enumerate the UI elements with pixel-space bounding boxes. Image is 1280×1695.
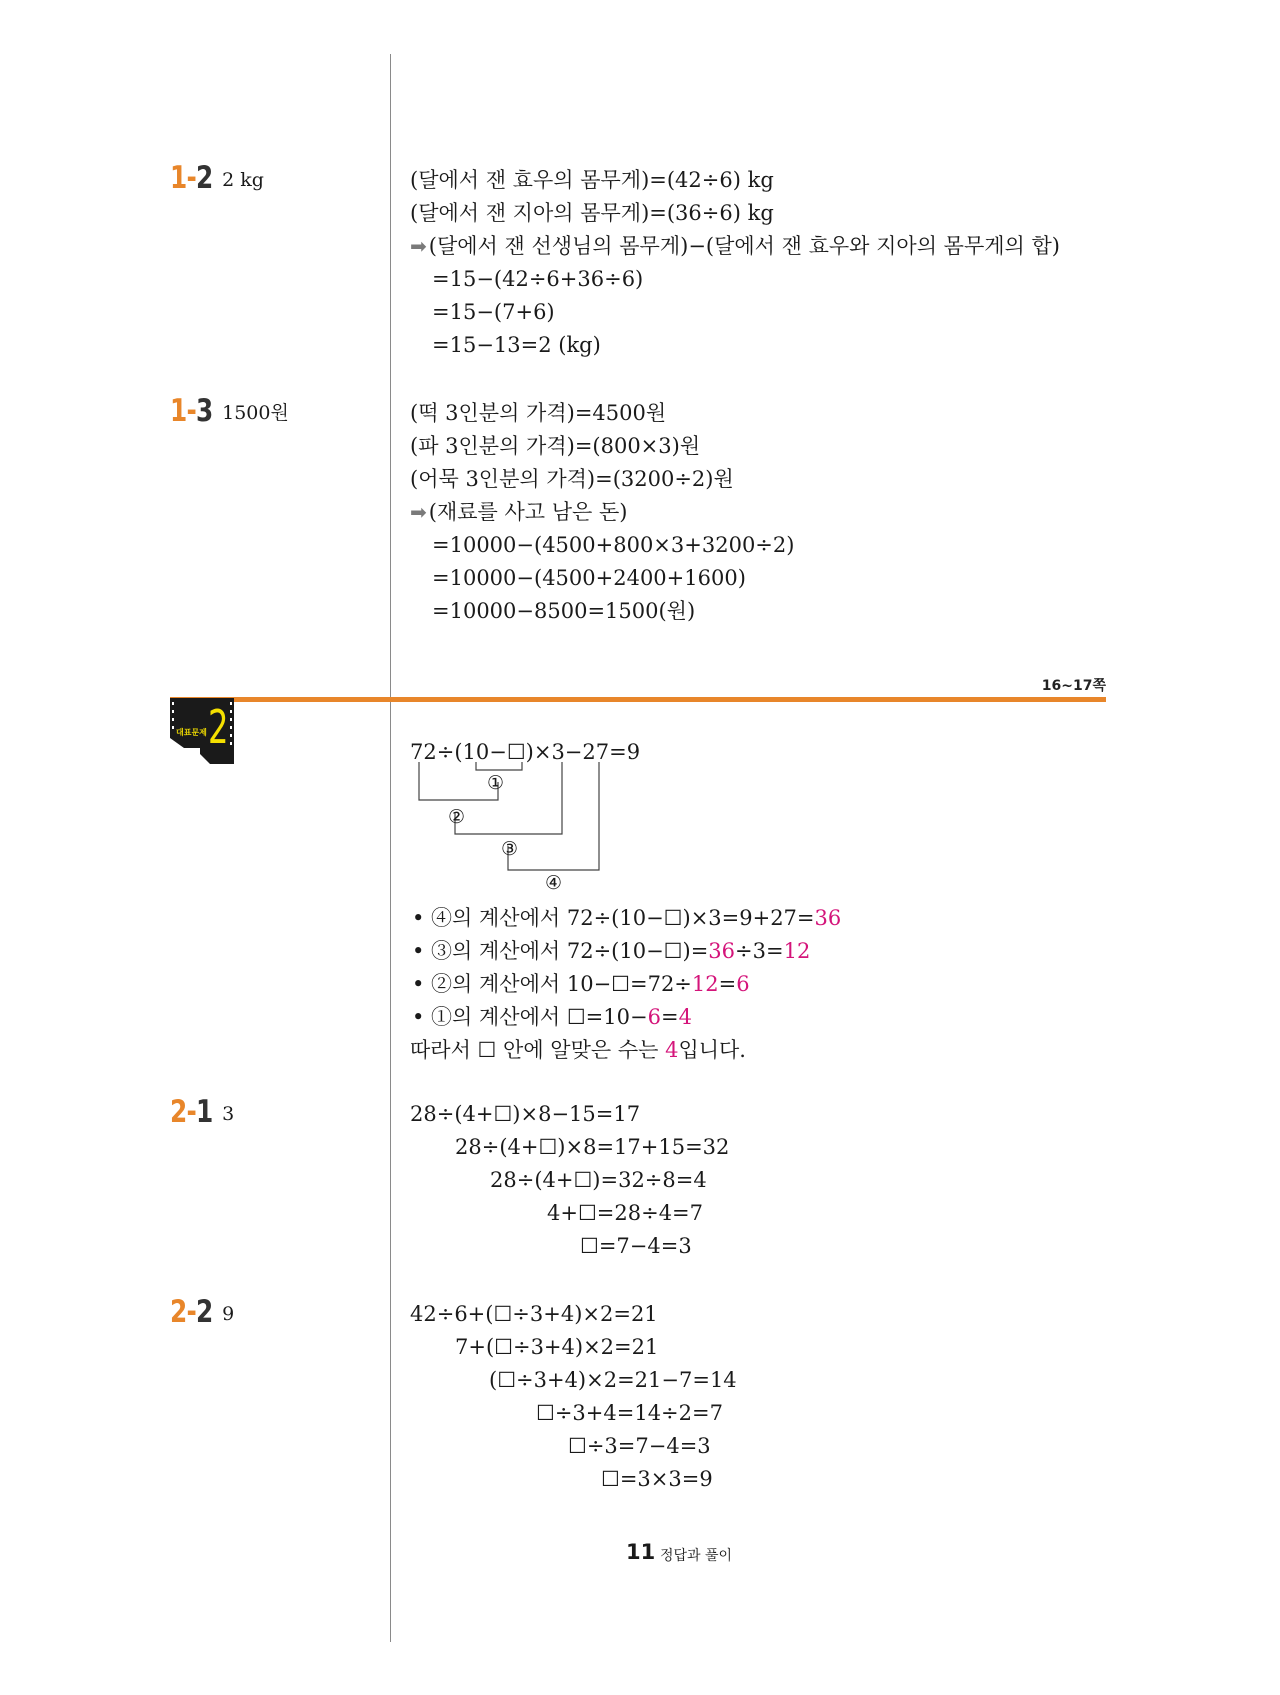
main-equation: 72÷(10−☐)×3−27=9: [410, 740, 641, 764]
answer: 1500원: [222, 402, 289, 424]
label-major: 2: [170, 1094, 187, 1130]
label-major: 2: [170, 1294, 187, 1330]
solution-line: (어묵 3인분의 가격)=(3200÷2)원: [410, 467, 734, 491]
arrow-icon: ➡: [410, 234, 427, 258]
page-range: 16~17쪽: [1041, 678, 1106, 694]
column-divider: [390, 54, 391, 1642]
highlighted-value: 12: [783, 939, 811, 963]
conclusion-line: [410, 1036, 746, 1064]
step-circle-1: ①: [487, 772, 505, 794]
highlighted-value: 6: [647, 1005, 661, 1029]
step-text: ÷3=: [735, 939, 784, 963]
conclusion-text: 입니다.: [678, 1038, 746, 1062]
solution-line: (달에서 잰 효우의 몸무게)=(42÷6) kg: [410, 168, 774, 192]
solution-line: =15−(42÷6+36÷6): [432, 267, 644, 291]
label-major: 1: [170, 393, 187, 429]
label-dash: -: [186, 1094, 196, 1130]
problem-label-1-3: [170, 393, 289, 433]
step-circle-2: ②: [448, 806, 466, 828]
solution-line: [410, 232, 1060, 260]
step-text: • ④의 계산에서 72÷(10−☐)×3=9+27=: [412, 906, 815, 930]
solution-line: (☐÷3+4)×2=21−7=14: [489, 1368, 737, 1392]
section-divider-bar: [170, 697, 1106, 702]
step-circle-3: ③: [501, 838, 519, 860]
highlighted-value: 4: [665, 1038, 679, 1062]
solution-line: ☐÷3=7−4=3: [568, 1434, 711, 1458]
answer: 9: [222, 1303, 235, 1325]
solution-line: 28÷(4+☐)=32÷8=4: [490, 1168, 707, 1192]
calculation-order-brackets: [400, 760, 620, 880]
problem-number: [170, 1294, 212, 1330]
conclusion-text: 따라서 ☐ 안에 알맞은 수는: [410, 1038, 666, 1062]
answer: 3: [222, 1103, 235, 1125]
highlighted-value: 4: [678, 1005, 692, 1029]
problem-number: [170, 1094, 212, 1130]
step-text: • ②의 계산에서 10−☐=72÷: [412, 972, 692, 996]
solution-line: ☐=3×3=9: [601, 1467, 713, 1491]
step-line-1: [412, 1003, 692, 1031]
step-line-3: [412, 937, 810, 965]
step-line-4: [412, 904, 841, 932]
solution-line: [410, 498, 627, 526]
highlighted-value: 36: [814, 906, 842, 930]
step-text: • ③의 계산에서 72÷(10−☐)=: [412, 939, 709, 963]
label-dash: -: [186, 393, 196, 429]
solution-line: ☐=7−4=3: [580, 1234, 692, 1258]
highlighted-value: 12: [691, 972, 719, 996]
solution-line: =10000−(4500+800×3+3200÷2): [432, 533, 795, 557]
problem-number: [170, 160, 212, 196]
step-text: =: [718, 972, 737, 996]
step-circle-4: ④: [545, 872, 563, 894]
problem-label-2-2: [170, 1294, 234, 1334]
label-major: 1: [170, 160, 187, 196]
label-minor: 3: [195, 393, 213, 429]
solution-line: =15−(7+6): [432, 300, 555, 324]
solution-text: (달에서 잰 선생님의 몸무게)−(달에서 잰 효우와 지아의 몸무게의 합): [428, 234, 1060, 258]
step-text: • ①의 계산에서 ☐=10−: [412, 1005, 648, 1029]
solution-line: =10000−8500=1500(원): [432, 599, 696, 623]
solution-line: (떡 3인분의 가격)=4500원: [410, 401, 667, 425]
step-line-2: [412, 970, 750, 998]
solution-line: 4+☐=28÷4=7: [547, 1201, 704, 1225]
solution-line: =10000−(4500+2400+1600): [432, 566, 746, 590]
solution-line: (달에서 잰 지아의 몸무게)=(36÷6) kg: [410, 201, 774, 225]
solution-line: ☐÷3+4=14÷2=7: [536, 1401, 723, 1425]
label-dash: -: [186, 160, 196, 196]
solution-line: 42÷6+(☐÷3+4)×2=21: [410, 1302, 658, 1326]
label-dash: -: [186, 1294, 196, 1330]
label-minor: 2: [195, 1294, 213, 1330]
solution-line: 7+(☐÷3+4)×2=21: [455, 1335, 659, 1359]
problem-number: [170, 393, 212, 429]
highlighted-value: 36: [708, 939, 736, 963]
label-minor: 1: [195, 1094, 213, 1130]
step-text: =: [660, 1005, 679, 1029]
highlighted-value: 6: [736, 972, 750, 996]
label-minor: 2: [195, 160, 213, 196]
problem-label-2-1: [170, 1094, 234, 1134]
badge-number: 2: [208, 700, 229, 754]
problem-label-1-2: [170, 160, 264, 200]
footer-title: 정답과 풀이: [660, 1548, 733, 1564]
solution-line: 28÷(4+☐)×8−15=17: [410, 1102, 641, 1126]
answer: 2 kg: [222, 169, 264, 191]
arrow-icon: ➡: [410, 500, 427, 524]
solution-line: 28÷(4+☐)×8=17+15=32: [455, 1135, 730, 1159]
badge-label: 대표문제: [176, 728, 207, 737]
solution-line: =15−13=2 (kg): [432, 333, 601, 357]
solution-text: (재료를 사고 남은 돈): [428, 500, 628, 524]
solution-line: (파 3인분의 가격)=(800×3)원: [410, 434, 701, 458]
page-number: 11: [626, 1540, 656, 1564]
